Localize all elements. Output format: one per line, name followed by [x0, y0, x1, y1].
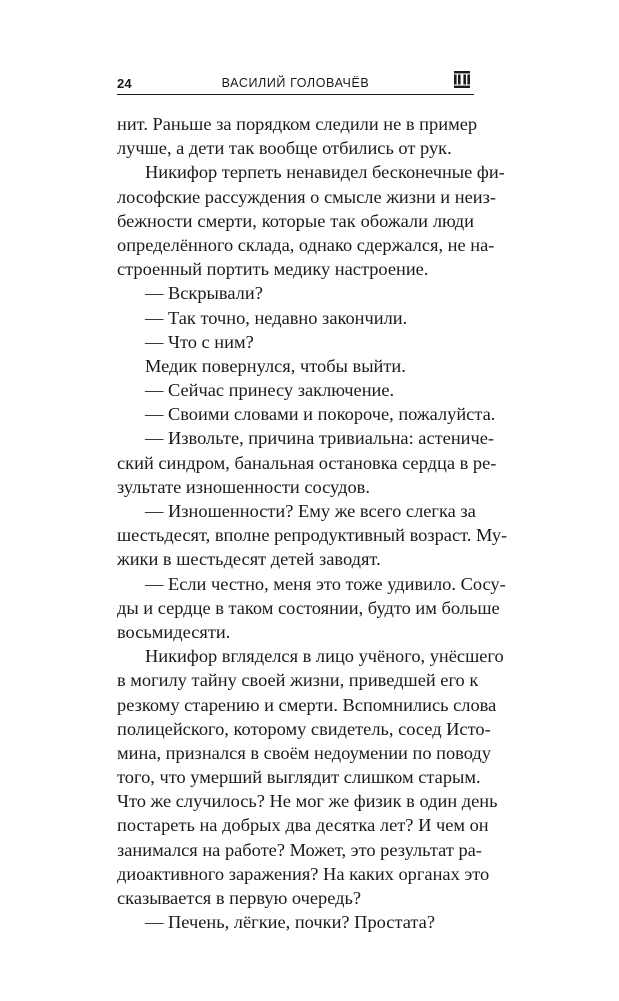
text-line: в могилу тайну своей жизни, приведшей его к — [117, 670, 479, 691]
text-line: мина, признался в своём недоумении по поводу — [117, 742, 491, 763]
author-name: ВАСИЛИЙ ГОЛОВАЧЁВ — [221, 76, 370, 90]
text-line: шестьдесят, вполне репродуктивный возраст. Му- — [117, 525, 508, 546]
text-line: постареть на добрых два десятка лет? И чем он — [117, 815, 489, 836]
text-line: — Сейчас принесу заключение. — [145, 380, 395, 401]
text-line: сказывается в первую очередь? — [117, 888, 362, 908]
text-line: жики в шестьдесят детей заводят. — [117, 549, 381, 570]
text-line: — Что с ним? — [145, 331, 254, 352]
text-line: — Своими словами и покороче, пожалуйста. — [145, 404, 496, 425]
text-line: — Вскрывали? — [145, 283, 263, 304]
header-rule — [117, 94, 474, 95]
text-line: определённого склада, однако сдержался, не на- — [117, 234, 495, 255]
running-head — [117, 70, 474, 94]
text-line: ский синдром, банальная остановка сердца в ре- — [117, 452, 497, 473]
text-line: восьмидесяти. — [117, 621, 231, 642]
text-line: — Извольте, причина тривиальна: астениче- — [145, 428, 495, 449]
text-line: — Печень, лёгкие, почки? Простата? — [145, 912, 436, 933]
text-line: зультате изношенности сосудов. — [117, 476, 370, 497]
text-line: — Изношенности? Ему же всего слегка за — [145, 501, 476, 521]
body-text — [117, 112, 508, 934]
text-line: — Если честно, меня это тоже удивило. Сосу- — [145, 573, 506, 594]
text-line: — Так точно, недавно закончили. — [145, 307, 408, 328]
text-line: полицейского, которому свидетель, сосед Исто- — [117, 718, 491, 739]
publisher-logo-icon — [452, 70, 472, 90]
text-line: ды и сердце в таком состоянии, будто им больше — [117, 597, 500, 618]
text-line: лософские рассуждения о смысле жизни и неиз- — [117, 186, 496, 207]
text-line: лучше, а дети так вообще отбились от рук. — [117, 138, 452, 159]
text-line: резкому старению и смерти. Вспомнились слова — [117, 694, 497, 715]
text-line: Никифор вгляделся в лицо учёного, унёсшего — [145, 646, 504, 667]
text-line: диоактивного заражения? На каких органах это — [117, 863, 490, 884]
text-line: Медик повернулся, чтобы выйти. — [145, 355, 406, 376]
text-line: Что же случилось? Не мог же физик в один день — [117, 791, 498, 812]
text-line: Никифор терпеть ненавидел бесконечные фи- — [145, 162, 505, 183]
text-line: нит. Раньше за порядком следили не в пример — [117, 114, 478, 134]
text-line: занимался на работе? Может, это результат ра- — [117, 839, 482, 860]
text-line: строенный портить медику настроение. — [117, 259, 429, 280]
page-number: 24 — [117, 76, 132, 91]
text-line: того, что умерший выглядит слишком старым. — [117, 767, 481, 788]
text-line: бежности смерти, которые так обожали люди — [117, 210, 474, 231]
